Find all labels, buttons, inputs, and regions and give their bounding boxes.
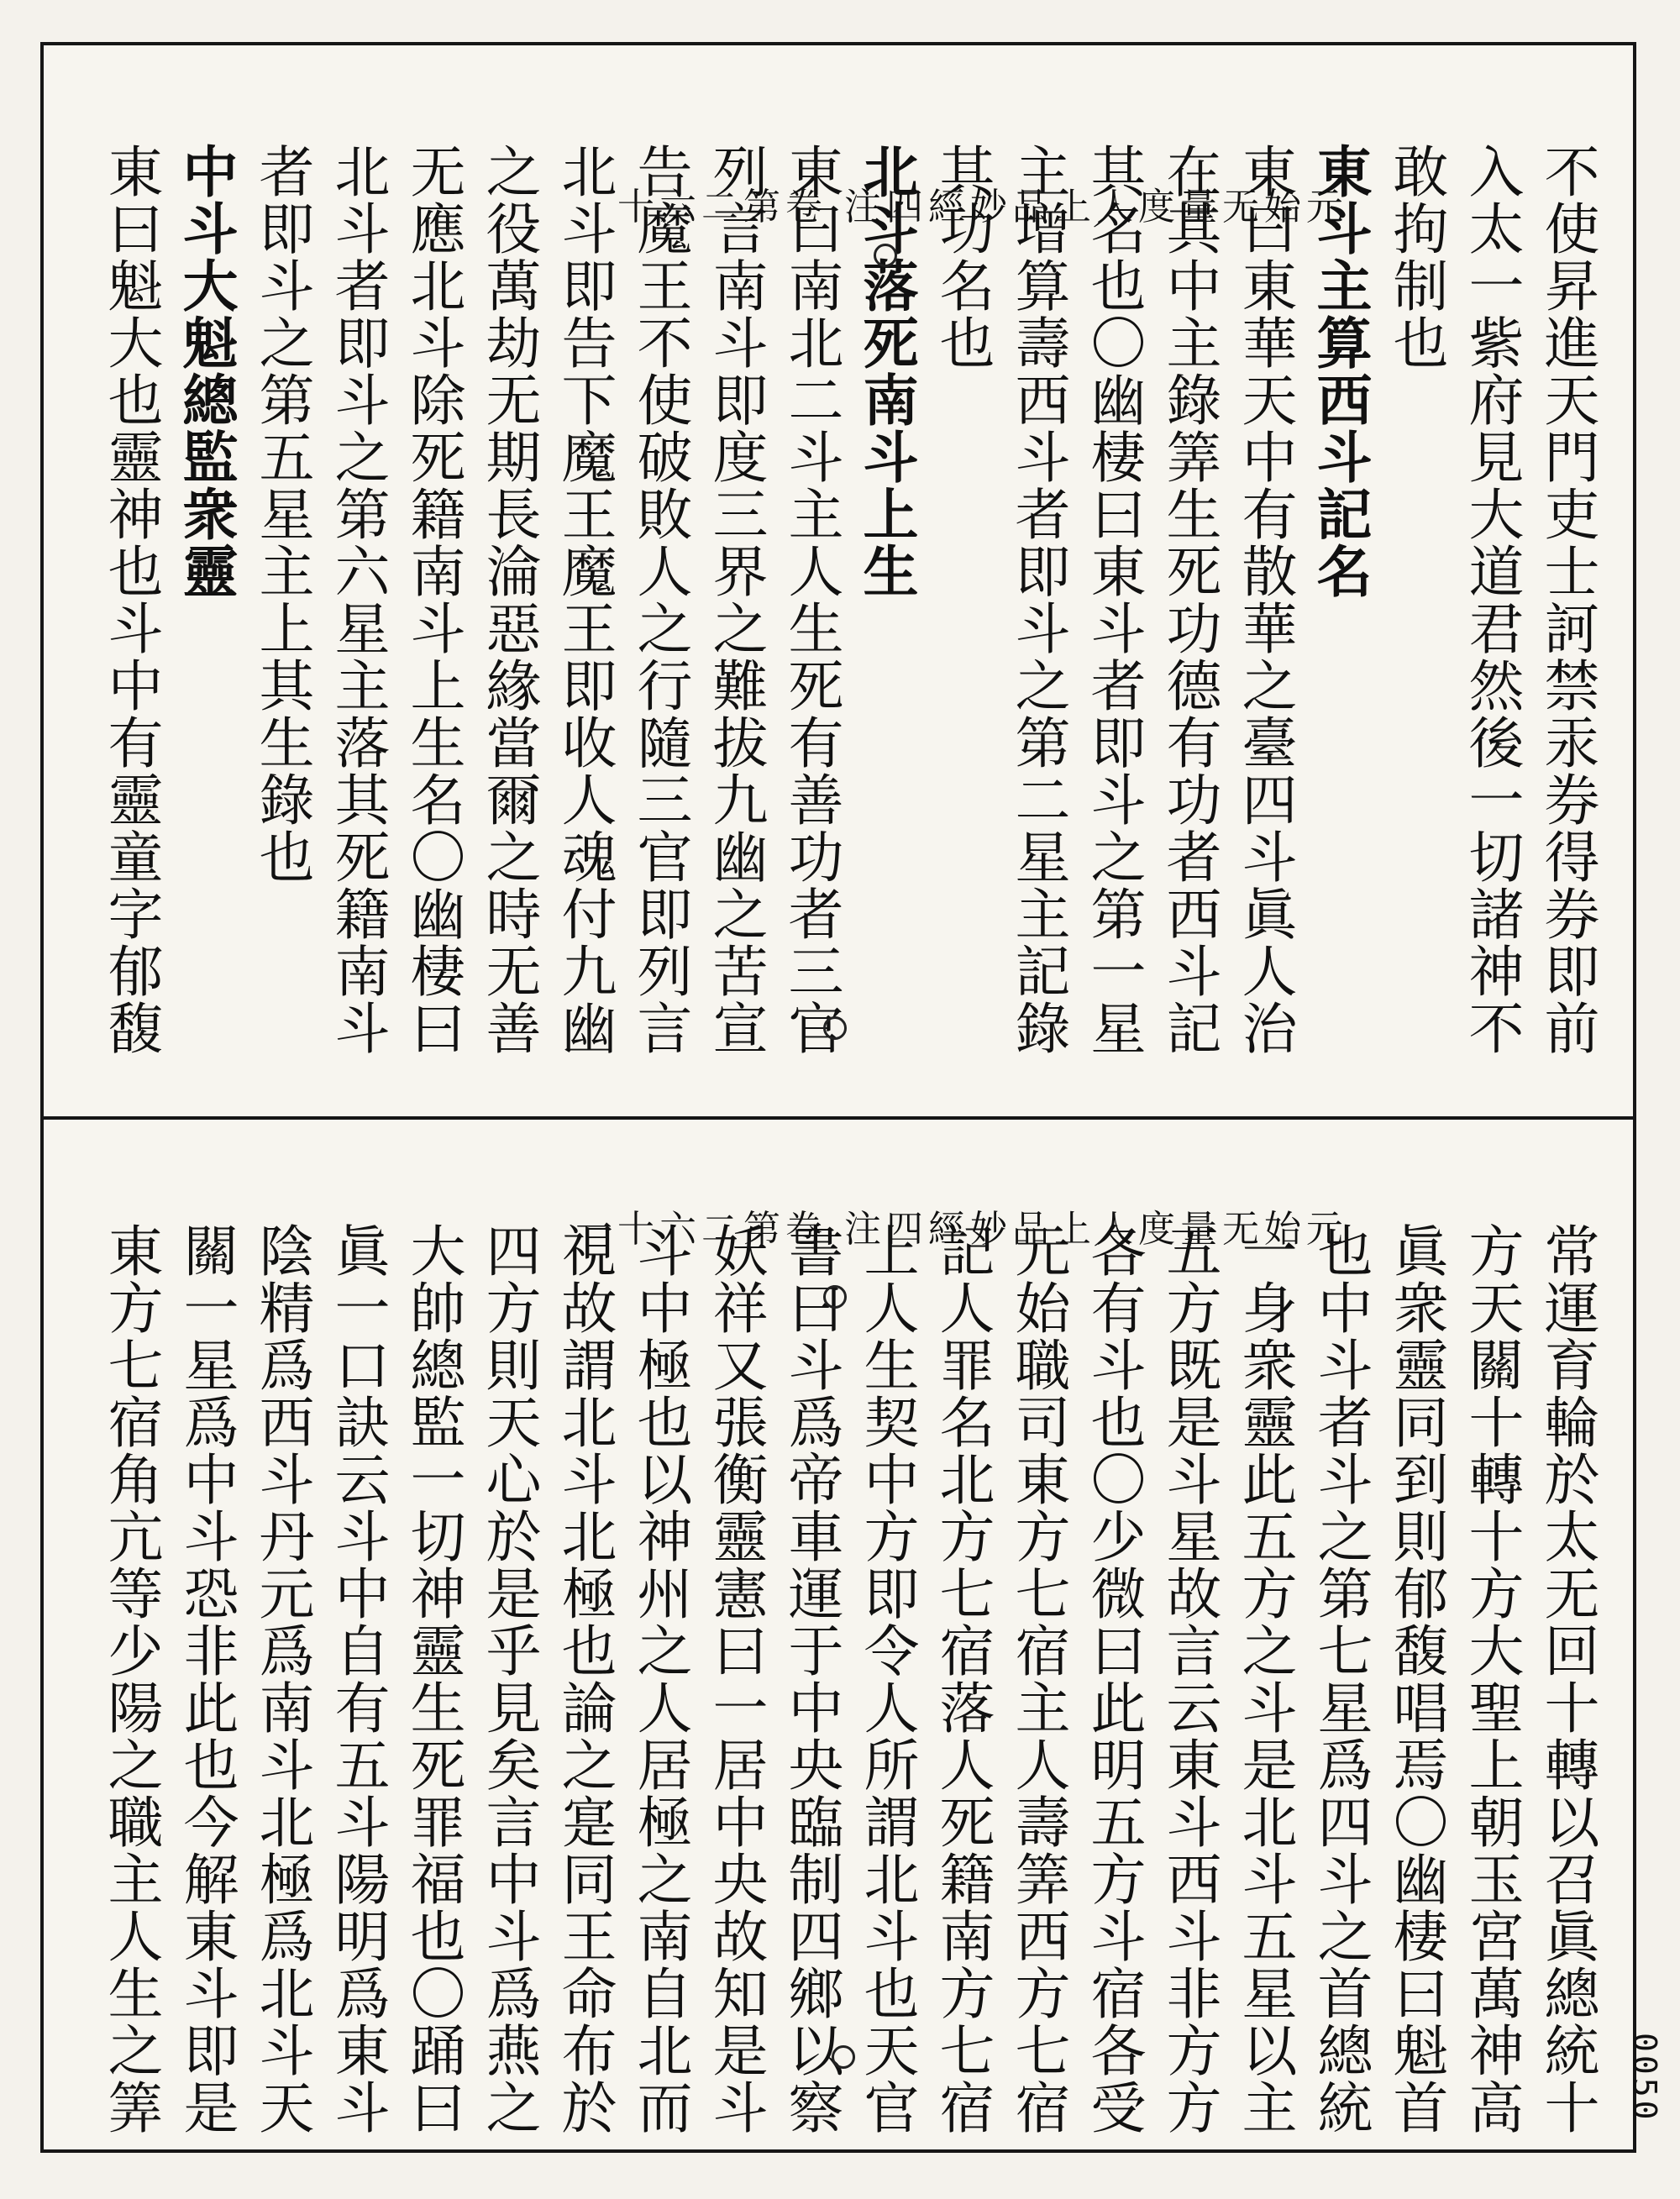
top-col-13: 告魔王不使破敗人之行隨三官即列言 bbox=[627, 143, 692, 1057]
top-col-18: 者即斗之第五星主上其生錄也 bbox=[249, 143, 314, 885]
top-col-5: 東曰東華天中有散華之臺四斗眞人治 bbox=[1232, 143, 1297, 1057]
top-col-10: 北斗落死南斗上生 bbox=[853, 143, 919, 600]
bottom-col-7: 各有斗也〇少微曰此明五方斗宿各受 bbox=[1081, 1222, 1146, 2136]
bottom-col-10: 上人生契中方即令人所謂北斗也天官 bbox=[854, 1222, 919, 2136]
bottom-col-17: 眞一口訣云斗中自有五斗陽明爲東斗 bbox=[325, 1222, 390, 2136]
top-col-16: 无應北斗除死籍南斗上生名〇幽棲曰 bbox=[401, 143, 465, 1057]
top-col-8: 主增算壽西斗者即斗之第二星主記錄 bbox=[1005, 143, 1070, 1057]
bottom-col-3: 眞衆靈同到則郁馥唱焉〇幽棲曰魁首 bbox=[1383, 1222, 1448, 2136]
top-col-19: 中斗大魁總監衆靈 bbox=[173, 143, 239, 600]
top-col-9: 其功名也 bbox=[930, 143, 995, 371]
top-col-1: 不使昇進天門吏士訶禁汞券得券即前 bbox=[1535, 143, 1599, 1057]
bottom-col-15: 四方則天心於是乎見矣言中斗爲燕之 bbox=[476, 1222, 541, 2136]
bottom-col-5: 一身衆靈此五方之斗是北斗五星以主 bbox=[1232, 1222, 1297, 2136]
top-col-2: 入太一紫府見大道君然後一切諸神不 bbox=[1459, 143, 1524, 1057]
bottom-col-6: 五方既是斗星故言云東斗西斗非方方 bbox=[1157, 1222, 1221, 2136]
top-col-3: 敢拘制也 bbox=[1383, 143, 1448, 371]
bottom-col-8: 元始職司東方七宿主人壽筭西方七宿 bbox=[1005, 1222, 1070, 2136]
bottom-col-2: 方天關十轉十方大聖上朝玉宮萬神高 bbox=[1459, 1222, 1524, 2136]
top-col-14: 北斗即告下魔王魔王即收人魂付九幽 bbox=[552, 143, 617, 1057]
bottom-col-14: 視故謂北斗北極也論之寔同王命布於 bbox=[552, 1222, 617, 2136]
top-col-6: 在其中主錄筭生死功德有功者西斗記 bbox=[1157, 143, 1221, 1057]
bottom-col-16: 大帥總監一切神靈生死罪福也〇踊曰 bbox=[401, 1222, 465, 2136]
top-col-4: 東斗主算西斗記名 bbox=[1307, 143, 1373, 600]
header-bottom: 元始无量度人上品妙經四注 卷第二六十一 bbox=[575, 1208, 1348, 1251]
bottom-col-18: 陰精爲西斗丹元爲南斗北極爲北斗天 bbox=[249, 1222, 314, 2136]
top-col-20: 東曰魁大也靈神也斗中有靈童字郁馥 bbox=[98, 143, 163, 1057]
bottom-col-13: 斗中極也以神州之人居極之南自北而 bbox=[627, 1222, 692, 2136]
bottom-col-4: 也中斗者斗之第七星爲四斗之首總統 bbox=[1308, 1222, 1373, 2136]
bottom-col-1: 常運育輪於太无回十轉以召眞總統十 bbox=[1535, 1222, 1599, 2136]
circle-mark bbox=[832, 2045, 855, 2069]
panel-divider bbox=[40, 1116, 1633, 1120]
top-col-15: 之役萬劫无期長淪惡緣當爾之時无善 bbox=[476, 143, 541, 1057]
top-col-11: 東曰南北二斗主人生死有善功者三官 bbox=[779, 143, 843, 1057]
bottom-panel bbox=[50, 1222, 1620, 2136]
top-panel bbox=[50, 143, 1620, 1100]
bottom-col-12: 妖祥又張衡靈憲曰一居中央故知是斗 bbox=[703, 1222, 768, 2136]
top-col-12: 列言南斗即度三界之難拔九幽之苦宣 bbox=[703, 143, 768, 1057]
circle-mark bbox=[823, 1285, 847, 1309]
bottom-col-9: 記人罪名北方七宿落人死籍南方七宿 bbox=[930, 1222, 995, 2136]
bottom-col-11: 書曰斗爲帝車運于中央臨制四鄉以察 bbox=[779, 1222, 843, 2136]
top-col-7: 其名也〇幽棲曰東斗者即斗之第一星 bbox=[1081, 143, 1146, 1057]
page-number: 0050 bbox=[1626, 2033, 1663, 2123]
header-top: 元始无量度人上品妙經四注 卷第二六十 bbox=[617, 186, 1348, 228]
bottom-col-20: 東方七宿角亢等少陽之職主人生之筭 bbox=[98, 1222, 163, 2136]
circle-mark bbox=[874, 244, 897, 267]
bottom-col-19: 關一星爲中斗恐非此也今解東斗即是 bbox=[174, 1222, 239, 2136]
circle-mark bbox=[823, 1016, 847, 1040]
top-col-17: 北斗者即斗之第六星主落其死籍南斗 bbox=[325, 143, 390, 1057]
